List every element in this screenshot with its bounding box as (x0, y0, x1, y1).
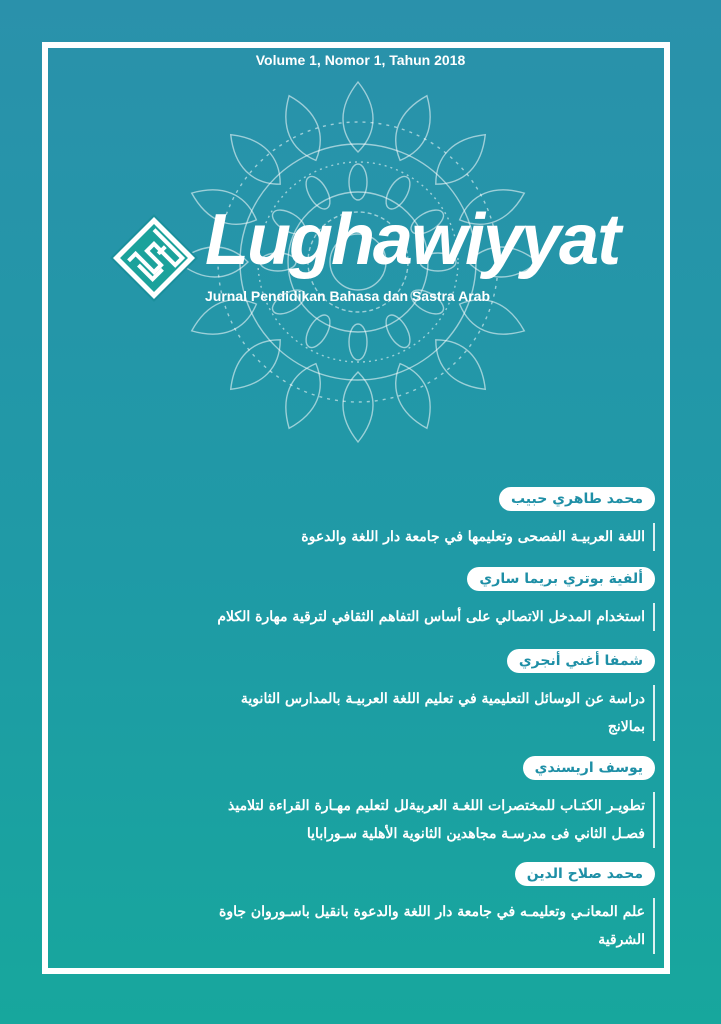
author-badge: شمفا أغني أنجري (507, 649, 655, 673)
article-title: اللغة العربيـة الفصحى وتعليمها في جامعة دار اللغة والدعوة (215, 523, 655, 551)
article-entry (215, 756, 655, 848)
author-badge: ألفية بوتري بريما ساري (467, 567, 655, 591)
article-entry (215, 567, 655, 631)
article-title: تطويـر الكتـاب للمختصرات اللغـة العربيةلل لتعليم مهـارة القراءة لتلاميذ فصـل الثاني فى مدرسـة مجاهدين الثانوية الأهلية سـورابايا (215, 792, 655, 848)
author-badge: محمد طاهري حبيب (499, 487, 655, 511)
article-title: علم المعانـي وتعليمـه في جامعة دار اللغة والدعوة بانقيل باسـوروان جاوة الشرقية (215, 898, 655, 954)
volume-line: Volume 1, Nomor 1, Tahun 2018 (255, 52, 466, 68)
article-entry (215, 649, 655, 741)
journal-subtitle: Jurnal Pendidikan Bahasa dan Sastra Arab (205, 288, 491, 304)
article-title: دراسة عن الوسائل التعليمية في تعليم اللغة العربيـة بالمدارس الثانوية بمالانج (215, 685, 655, 741)
journal-title: Lughawiyyat (205, 200, 620, 280)
article-entry (215, 487, 655, 551)
article-entry (215, 862, 655, 954)
author-badge: محمد صلاح الدين (515, 862, 655, 886)
article-title: استخدام المدخل الاتصالي على أساس التفاهم الثقافي لترقية مهارة الكلام (215, 603, 655, 631)
journal-logo-icon (108, 212, 200, 304)
author-badge: يوسف اريسندي (523, 756, 655, 780)
